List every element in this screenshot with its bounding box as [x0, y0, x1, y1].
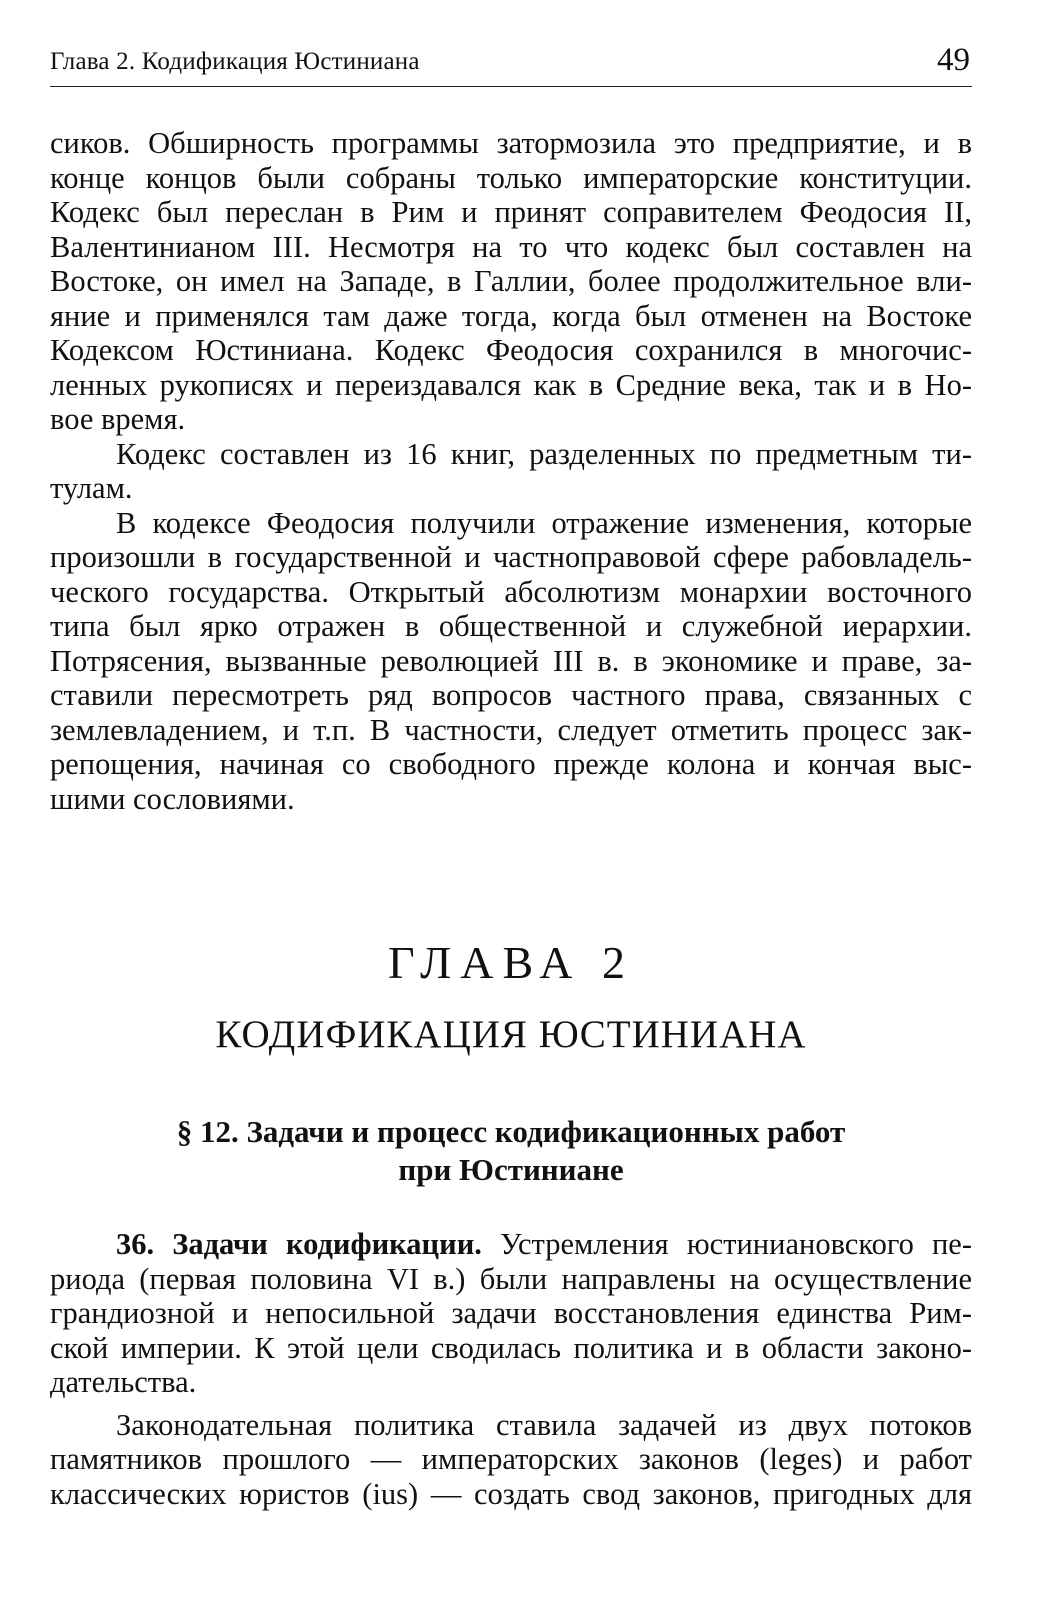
text-line: классических юристов (ius) — создать свод законов, пригодных для: [50, 1476, 972, 1511]
text-line: ческого государства. Открытый абсолютизм монархии восточного: [50, 574, 972, 609]
text-line: Востоке, он имел на Западе, в Галлии, более продолжительное вли-: [50, 264, 972, 298]
text-line: землевладением, и т.п. В частности, следует отметить процесс зак-: [50, 712, 972, 747]
text-line: Потрясения, вызванные революцией III в. в экономике и праве, за-: [50, 643, 972, 678]
page-number: 49: [937, 42, 970, 78]
text-line: тулам.: [50, 471, 133, 505]
text-line: типа был ярко отражен в общественной и служебной иерархии.: [50, 609, 972, 643]
text-line: [50, 1227, 972, 1262]
text-line: Кодекс был переслан в Рим и принят соправителем Феодосия II,: [50, 195, 972, 229]
running-title: Глава 2. Кодификация Юстиниана: [50, 48, 420, 75]
text-fragment: Устремления юстиниановского пе-: [481, 1227, 972, 1261]
text-line: риода (первая половина VI в.) были направлены на осуществление: [50, 1261, 972, 1296]
paragraph: [50, 437, 972, 506]
text-line: ской империи. К этой цели сводилась политика и в области законо-: [50, 1330, 972, 1365]
paragraph: [50, 1227, 972, 1400]
text-line: репощения, начиная со свободного прежде колона и кончая выс-: [50, 747, 972, 781]
text-line: Кодексом Юстиниана. Кодекс Феодосия сохранился в многочис-: [50, 333, 972, 367]
continued-text: [50, 126, 972, 816]
text-line: шими сословиями.: [50, 781, 295, 816]
text-line: вое время.: [50, 402, 186, 436]
paragraph: [50, 1408, 972, 1512]
paragraph-lead: 36. Задачи кодификации.: [116, 1227, 482, 1261]
text-line: В кодексе Феодосия получили отражение изменения, которые: [116, 505, 972, 540]
section-title-line: § 12. Задачи и процесс кодификационных работ: [176, 1114, 846, 1149]
chapter-label: ГЛАВА 2: [387, 937, 635, 988]
text-line: произошли в государственной и частноправовой сфере рабовладель-: [50, 540, 972, 574]
text-line: дательства.: [50, 1365, 197, 1399]
text-line: Законодательная политика ставила задачей из двух потоков: [116, 1407, 972, 1442]
text-line: ставили пересмотреть ряд вопросов частного права, связанных с: [50, 678, 972, 712]
section-title: [50, 1113, 972, 1189]
text-line: Валентинианом III. Несмотря на то что кодекс был составлен на: [50, 229, 972, 264]
text-line: сиков. Обширность программы затормозила это предприятие, и в: [50, 126, 972, 160]
text-line: Кодекс составлен из 16 книг, разделенных по предметным ти-: [116, 436, 972, 471]
chapter-title: КОДИФИКАЦИЯ ЮСТИНИАНА: [215, 1013, 807, 1056]
text-line: яние и применялся там даже тогда, когда был отменен на Востоке: [50, 298, 972, 333]
paragraph: [50, 506, 972, 817]
text-line: памятников прошлого — императорских законов (leges) и работ: [50, 1442, 972, 1476]
text-line: конце концов были собраны только императорские конституции.: [50, 160, 972, 195]
section-title-line: при Юстиниане: [398, 1152, 624, 1187]
paragraph: [50, 126, 972, 437]
running-header: [50, 42, 972, 87]
section-text: [50, 1227, 972, 1511]
text-line: грандиозной и непосильной задачи восстановления единства Рим-: [50, 1296, 972, 1330]
text-line: ленных рукописях и переиздавался как в Средние века, так и в Но-: [50, 367, 972, 402]
